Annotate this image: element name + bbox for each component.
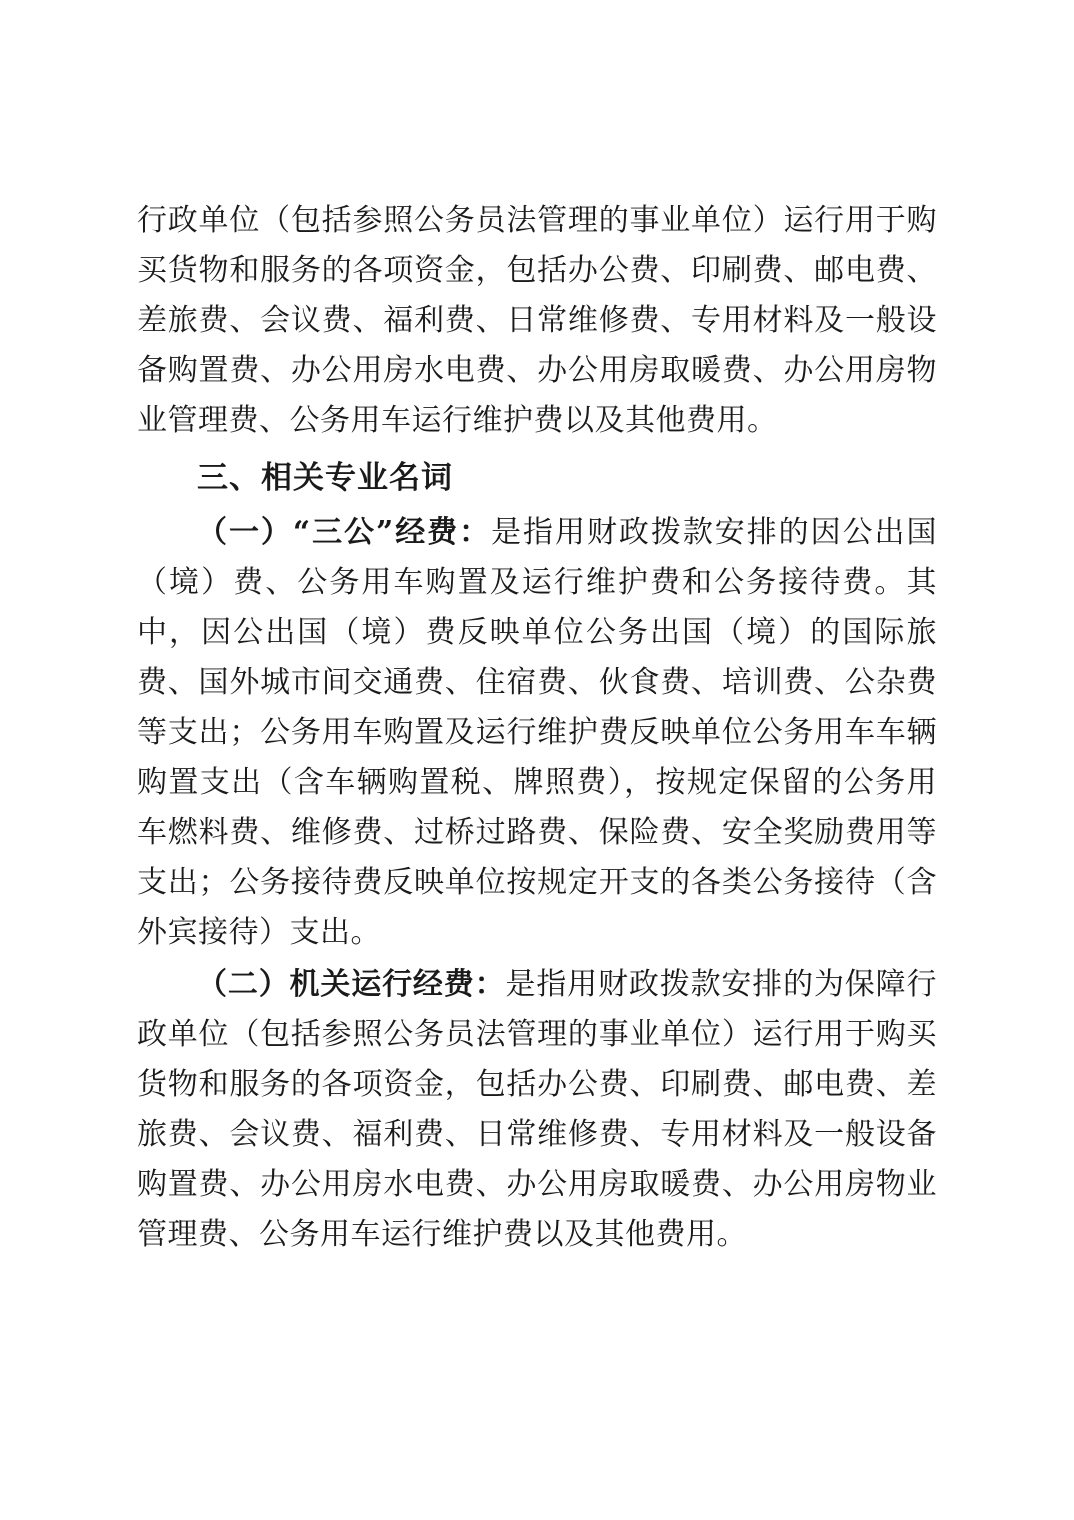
list-item-sangong-lead: （一）“三公”经费： — [197, 515, 492, 550]
section-heading: 三、相关专业名词 — [197, 460, 453, 496]
list-item-jiguan-yunxing-body: 是指用财政拨款安排的为保障行政单位（包括参照公务员法管理的事业单位）运行用于购买货物和服务的各项资金，包括办公费、印刷费、邮电费、差旅费、会议费、福利费、日常维修费、专用材料及一般设备购置费、办公用房水电费、办公用房取暖费、办公用房物业管理费、公务用车运行维护费以及其他费用。 — [137, 967, 938, 1252]
list-item-jiguan-yunxing — [137, 960, 937, 1260]
list-item-sangong-body: 是指用财政拨款安排的因公出国（境）费、公务用车购置及运行维护费和公务接待费。其中，因公出国（境）费反映单位公务出国（境）的国际旅费、国外城市间交通费、住宿费、伙食费、培训费、公杂费等支出；公务用车购置及运行维护费反映单位公务用车车辆购置支出（含车辆购置税、牌照费），按规定保留的公务用车燃料费、维修费、过桥过路费、保险费、安全奖励费用等支出；公务接待费反映单位按规定开支的各类公务接待（含外宾接待）支出。 — [137, 515, 938, 950]
list-item-sangong — [137, 508, 937, 958]
paragraph-continuation: 行政单位（包括参照公务员法管理的事业单位）运行用于购买货物和服务的各项资金，包括办公费、印刷费、邮电费、差旅费、会议费、福利费、日常维修费、专用材料及一般设备购置费、办公用房水电费、办公用房取暖费、办公用房物业管理费、公务用车运行维护费以及其他费用。 — [137, 203, 937, 438]
list-item-jiguan-yunxing-lead: （二）机关运行经费： — [197, 967, 506, 1002]
page-content — [137, 196, 937, 1262]
